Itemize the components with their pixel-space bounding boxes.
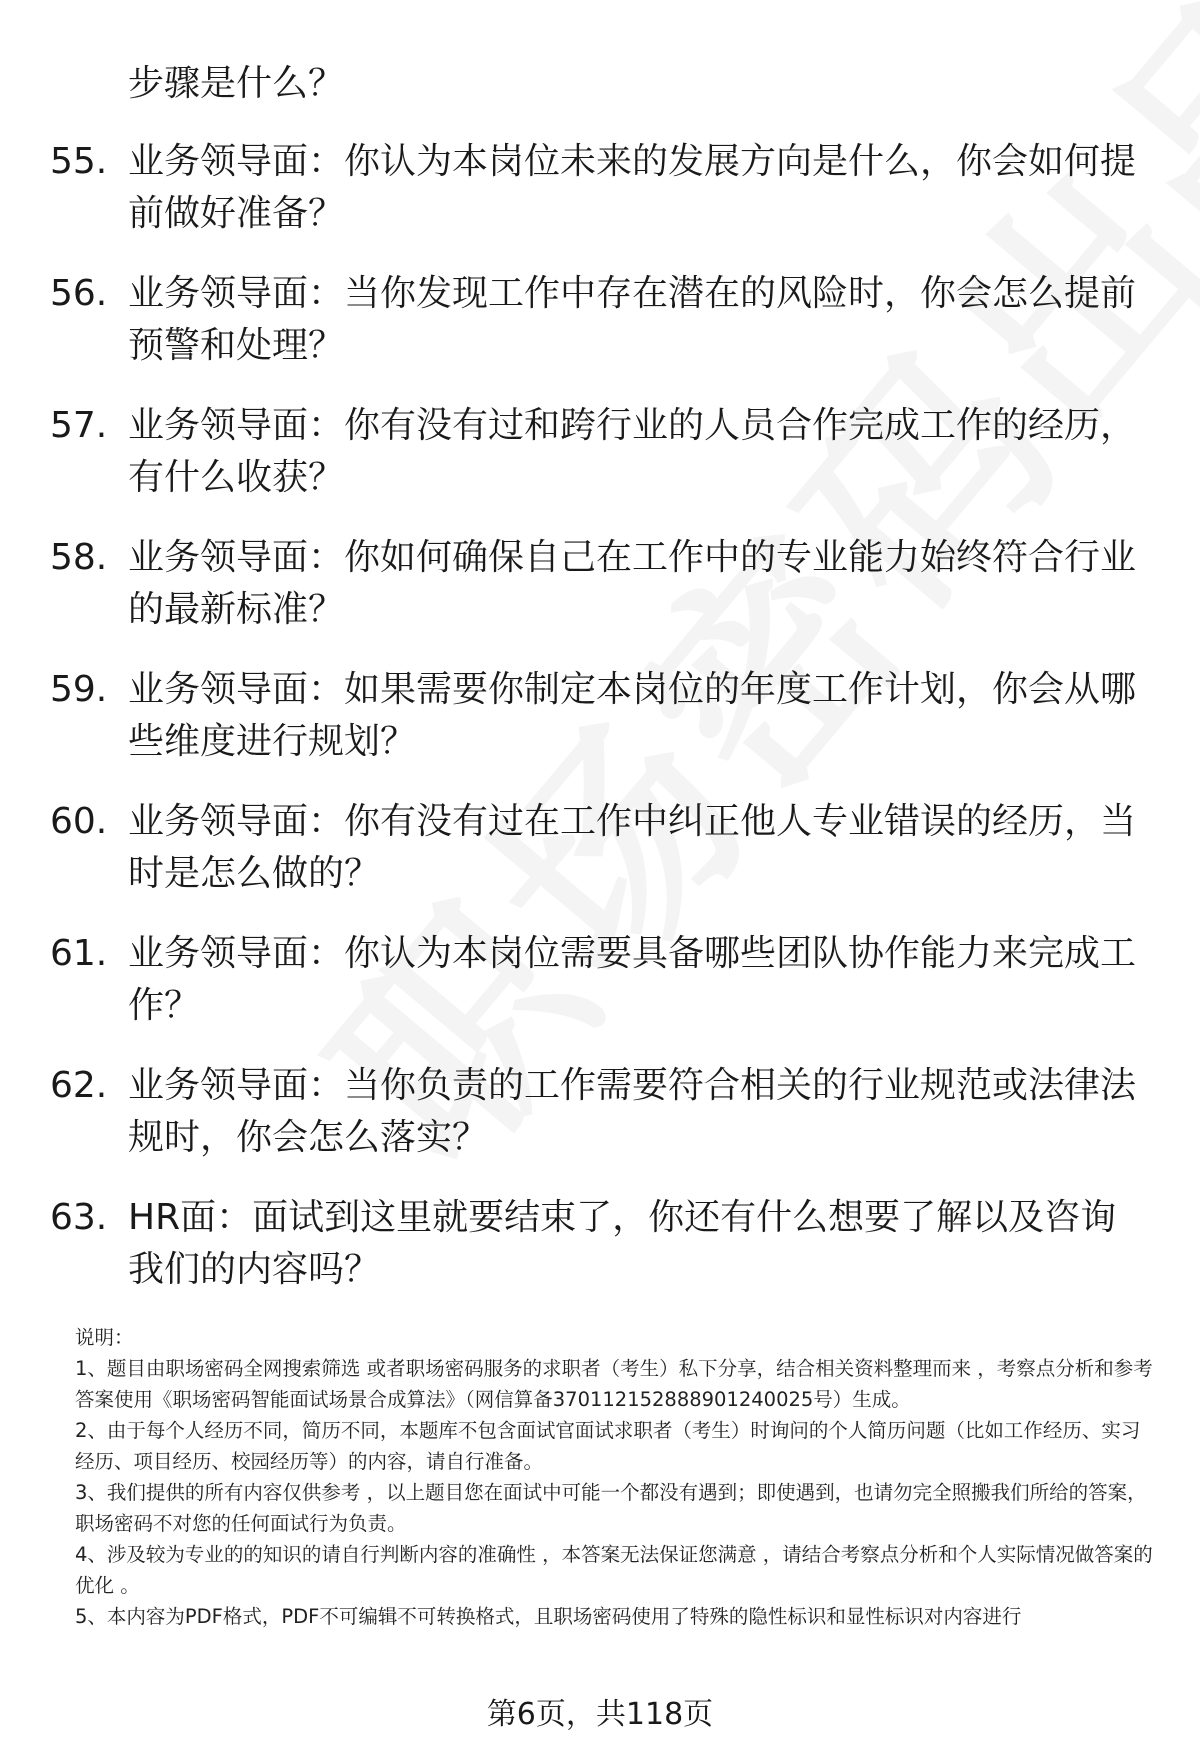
question-text: 业务领导面：你有没有过在工作中纠正他人专业错误的经历，当时是怎么做的？ — [128, 801, 1137, 894]
note-item: 2、由于每个人经历不同，简历不同，本题库不包含面试官面试求职者（考生）时询问的个人简历问题（比如工作经历、实习经历、项目经历、校园经历等）的内容，请自行准备。 — [75, 1419, 1141, 1473]
question-number: 60. — [50, 801, 108, 842]
question-number: 55. — [50, 141, 108, 182]
question-number: 63. — [50, 1197, 108, 1238]
question-number: 61. — [50, 933, 108, 974]
question-item — [50, 1192, 1160, 1324]
question-list — [50, 136, 1160, 1324]
question-text: 业务领导面：当你发现工作中存在潜在的风险时，你会怎么提前预警和处理？ — [128, 273, 1137, 366]
question-text: 业务领导面：你有没有过和跨行业的人员合作完成工作的经历，有什么收获？ — [128, 405, 1137, 498]
question-item — [50, 796, 1160, 928]
question-text: 业务领导面：当你负责的工作需要符合相关的行业规范或法律法规时，你会怎么落实？ — [128, 1065, 1137, 1158]
question-number: 62. — [50, 1065, 108, 1106]
question-item — [50, 1060, 1160, 1192]
question-item — [50, 136, 1160, 268]
note-item: 4、涉及较为专业的的知识的请自行判断内容的准确性 ，本答案无法保证您满意 ，请结合考察点分析和个人实际情况做答案的优化 。 — [75, 1543, 1153, 1597]
question-text: 业务领导面：你如何确保自己在工作中的专业能力始终符合行业的最新标准？ — [128, 537, 1137, 630]
question-text: 业务领导面：你认为本岗位需要具备哪些团队协作能力来完成工作？ — [128, 933, 1137, 1026]
question-text: HR面：面试到这里就要结束了，你还有什么想要了解以及咨询我们的内容吗？ — [128, 1197, 1117, 1290]
notes-section — [75, 1322, 1155, 1632]
question-item — [50, 400, 1160, 532]
question-item — [50, 664, 1160, 796]
question-number: 58. — [50, 537, 108, 578]
notes-title: 说明： — [75, 1326, 134, 1349]
question-number: 59. — [50, 669, 108, 710]
question-text: 业务领导面：如果需要你制定本岗位的年度工作计划，你会从哪些维度进行规划？ — [128, 669, 1137, 762]
question-item — [50, 268, 1160, 400]
page-footer: 第6页，共118页 — [486, 1697, 714, 1732]
question-item — [50, 928, 1160, 1060]
question-number: 56. — [50, 273, 108, 314]
note-item: 1、题目由职场密码全网搜索筛选 或者职场密码服务的求职者（考生）私下分享，结合相关资料整理而来 ，考察点分析和参考答案使用《职场密码智能面试场景合成算法》（网信算备370112152888901240025号）生成。 — [75, 1357, 1153, 1411]
note-item: 5、本内容为PDF格式，PDF不可编辑不可转换格式，且职场密码使用了特殊的隐性标识和显性标识对内容进行 — [75, 1605, 1022, 1628]
continued-question-text: 步骤是什么？ — [128, 63, 345, 104]
note-item: 3、我们提供的所有内容仅供参考 ，以上题目您在面试中可能一个都没有遇到；即使遇到，也请勿完全照搬我们所给的答案，职场密码不对您的任何面试行为负责。 — [75, 1481, 1147, 1535]
question-number: 57. — [50, 405, 108, 446]
question-text: 业务领导面：你认为本岗位未来的发展方向是什么，你会如何提前做好准备？ — [128, 141, 1137, 234]
question-item — [50, 532, 1160, 664]
